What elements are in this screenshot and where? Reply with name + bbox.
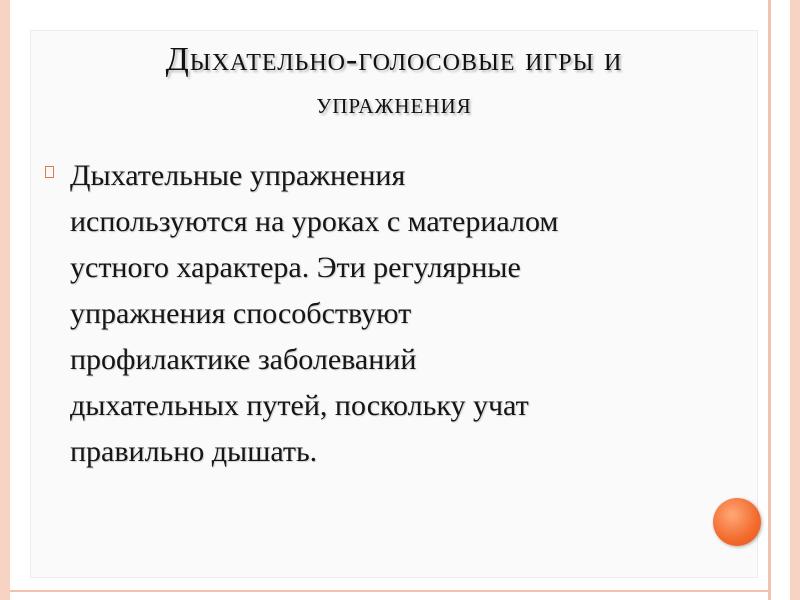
slide-title: [30, 38, 758, 126]
orange-circle-decoration: [713, 498, 761, 546]
body-line-1: Дыхательные упражнения: [70, 159, 406, 192]
slide-body-text: [70, 153, 740, 475]
square-bullet-icon: [44, 164, 58, 182]
slide-title-line-1: Дыхательно-голосовые игры и: [165, 41, 623, 78]
body-line-7: правильно дышать.: [70, 435, 318, 468]
body-line-5: профилактике заболеваний: [70, 343, 417, 376]
frame-left-band: [0, 0, 10, 600]
body-line-2: используются на уроках с материалом: [70, 205, 559, 238]
frame-right-line: [768, 0, 771, 600]
body-line-4: упражнения способствуют: [70, 297, 412, 330]
body-line-6: дыхательных путей, поскольку учат: [70, 389, 529, 422]
body-line-3: устного характера. Эти регулярные: [70, 251, 521, 284]
slide-title-line-2: упражнения: [316, 87, 472, 120]
frame-bottom-line: [10, 590, 768, 592]
frame-right-band: [790, 0, 800, 600]
